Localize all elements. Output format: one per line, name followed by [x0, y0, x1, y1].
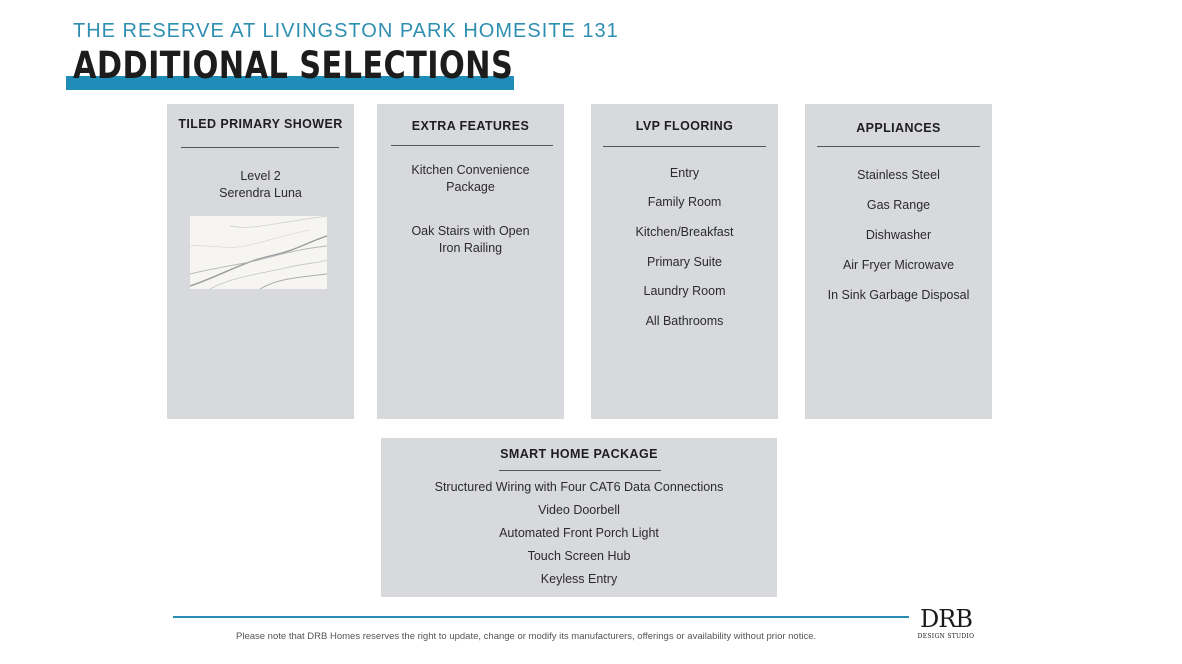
lvp-room-item: Primary Suite	[646, 255, 723, 269]
appliance-item: In Sink Garbage Disposal	[827, 288, 970, 302]
page-subtitle: THE RESERVE AT LIVINGSTON PARK HOMESITE 131	[73, 20, 619, 42]
panel-lvp-flooring	[591, 104, 778, 419]
panel-appliances	[805, 104, 992, 419]
appliance-item: Stainless Steel	[857, 168, 940, 182]
extra-feature-line: Iron Railing	[438, 241, 503, 255]
footer-divider	[173, 616, 909, 618]
drb-design-studio-logo	[915, 607, 977, 645]
lvp-room-item: Family Room	[647, 195, 722, 209]
heading-divider	[391, 145, 553, 146]
lvp-room-item: Kitchen/Breakfast	[635, 225, 734, 239]
panel-extra-features	[377, 104, 564, 419]
logo-mark: DRB	[920, 605, 972, 633]
extra-feature-line: Oak Stairs with Open	[411, 224, 530, 238]
smart-home-item: Video Doorbell	[538, 503, 620, 517]
panel-heading: APPLIANCES	[856, 121, 941, 135]
smart-home-item: Structured Wiring with Four CAT6 Data Connections	[434, 480, 724, 494]
appliance-item: Air Fryer Microwave	[842, 258, 955, 272]
shower-tile-name: Serendra Luna	[219, 186, 302, 200]
appliance-item: Gas Range	[866, 198, 931, 212]
panel-heading: LVP FLOORING	[635, 119, 734, 133]
heading-divider	[817, 146, 980, 147]
page-title: ADDITIONAL SELECTIONS	[73, 44, 514, 87]
marble-tile-swatch-image	[190, 216, 327, 289]
panel-heading: TILED PRIMARY SHOWER	[178, 117, 343, 131]
heading-divider	[181, 147, 339, 148]
extra-feature-line: Package	[446, 180, 495, 194]
lvp-room-item: Entry	[669, 166, 700, 180]
smart-home-item: Automated Front Porch Light	[499, 526, 659, 540]
shower-level: Level 2	[240, 169, 281, 183]
panel-heading: SMART HOME PACKAGE	[500, 447, 658, 461]
extra-feature-line: Kitchen Convenience	[411, 163, 530, 177]
heading-divider	[499, 470, 661, 471]
logo-subtitle: DESIGN STUDIO	[917, 633, 975, 640]
smart-home-item: Touch Screen Hub	[527, 549, 631, 563]
appliance-item: Dishwasher	[865, 228, 932, 242]
panel-tiled-primary-shower	[167, 104, 354, 419]
disclaimer-note: Please note that DRB Homes reserves the right to update, change or modify its manufacturers, offerings or availability without prior notice.	[236, 631, 817, 642]
smart-home-item: Keyless Entry	[540, 572, 618, 586]
lvp-room-item: All Bathrooms	[645, 314, 724, 328]
heading-divider	[603, 146, 766, 147]
lvp-room-item: Laundry Room	[643, 284, 726, 298]
panel-smart-home-package	[381, 438, 777, 597]
panel-heading: EXTRA FEATURES	[411, 119, 530, 133]
